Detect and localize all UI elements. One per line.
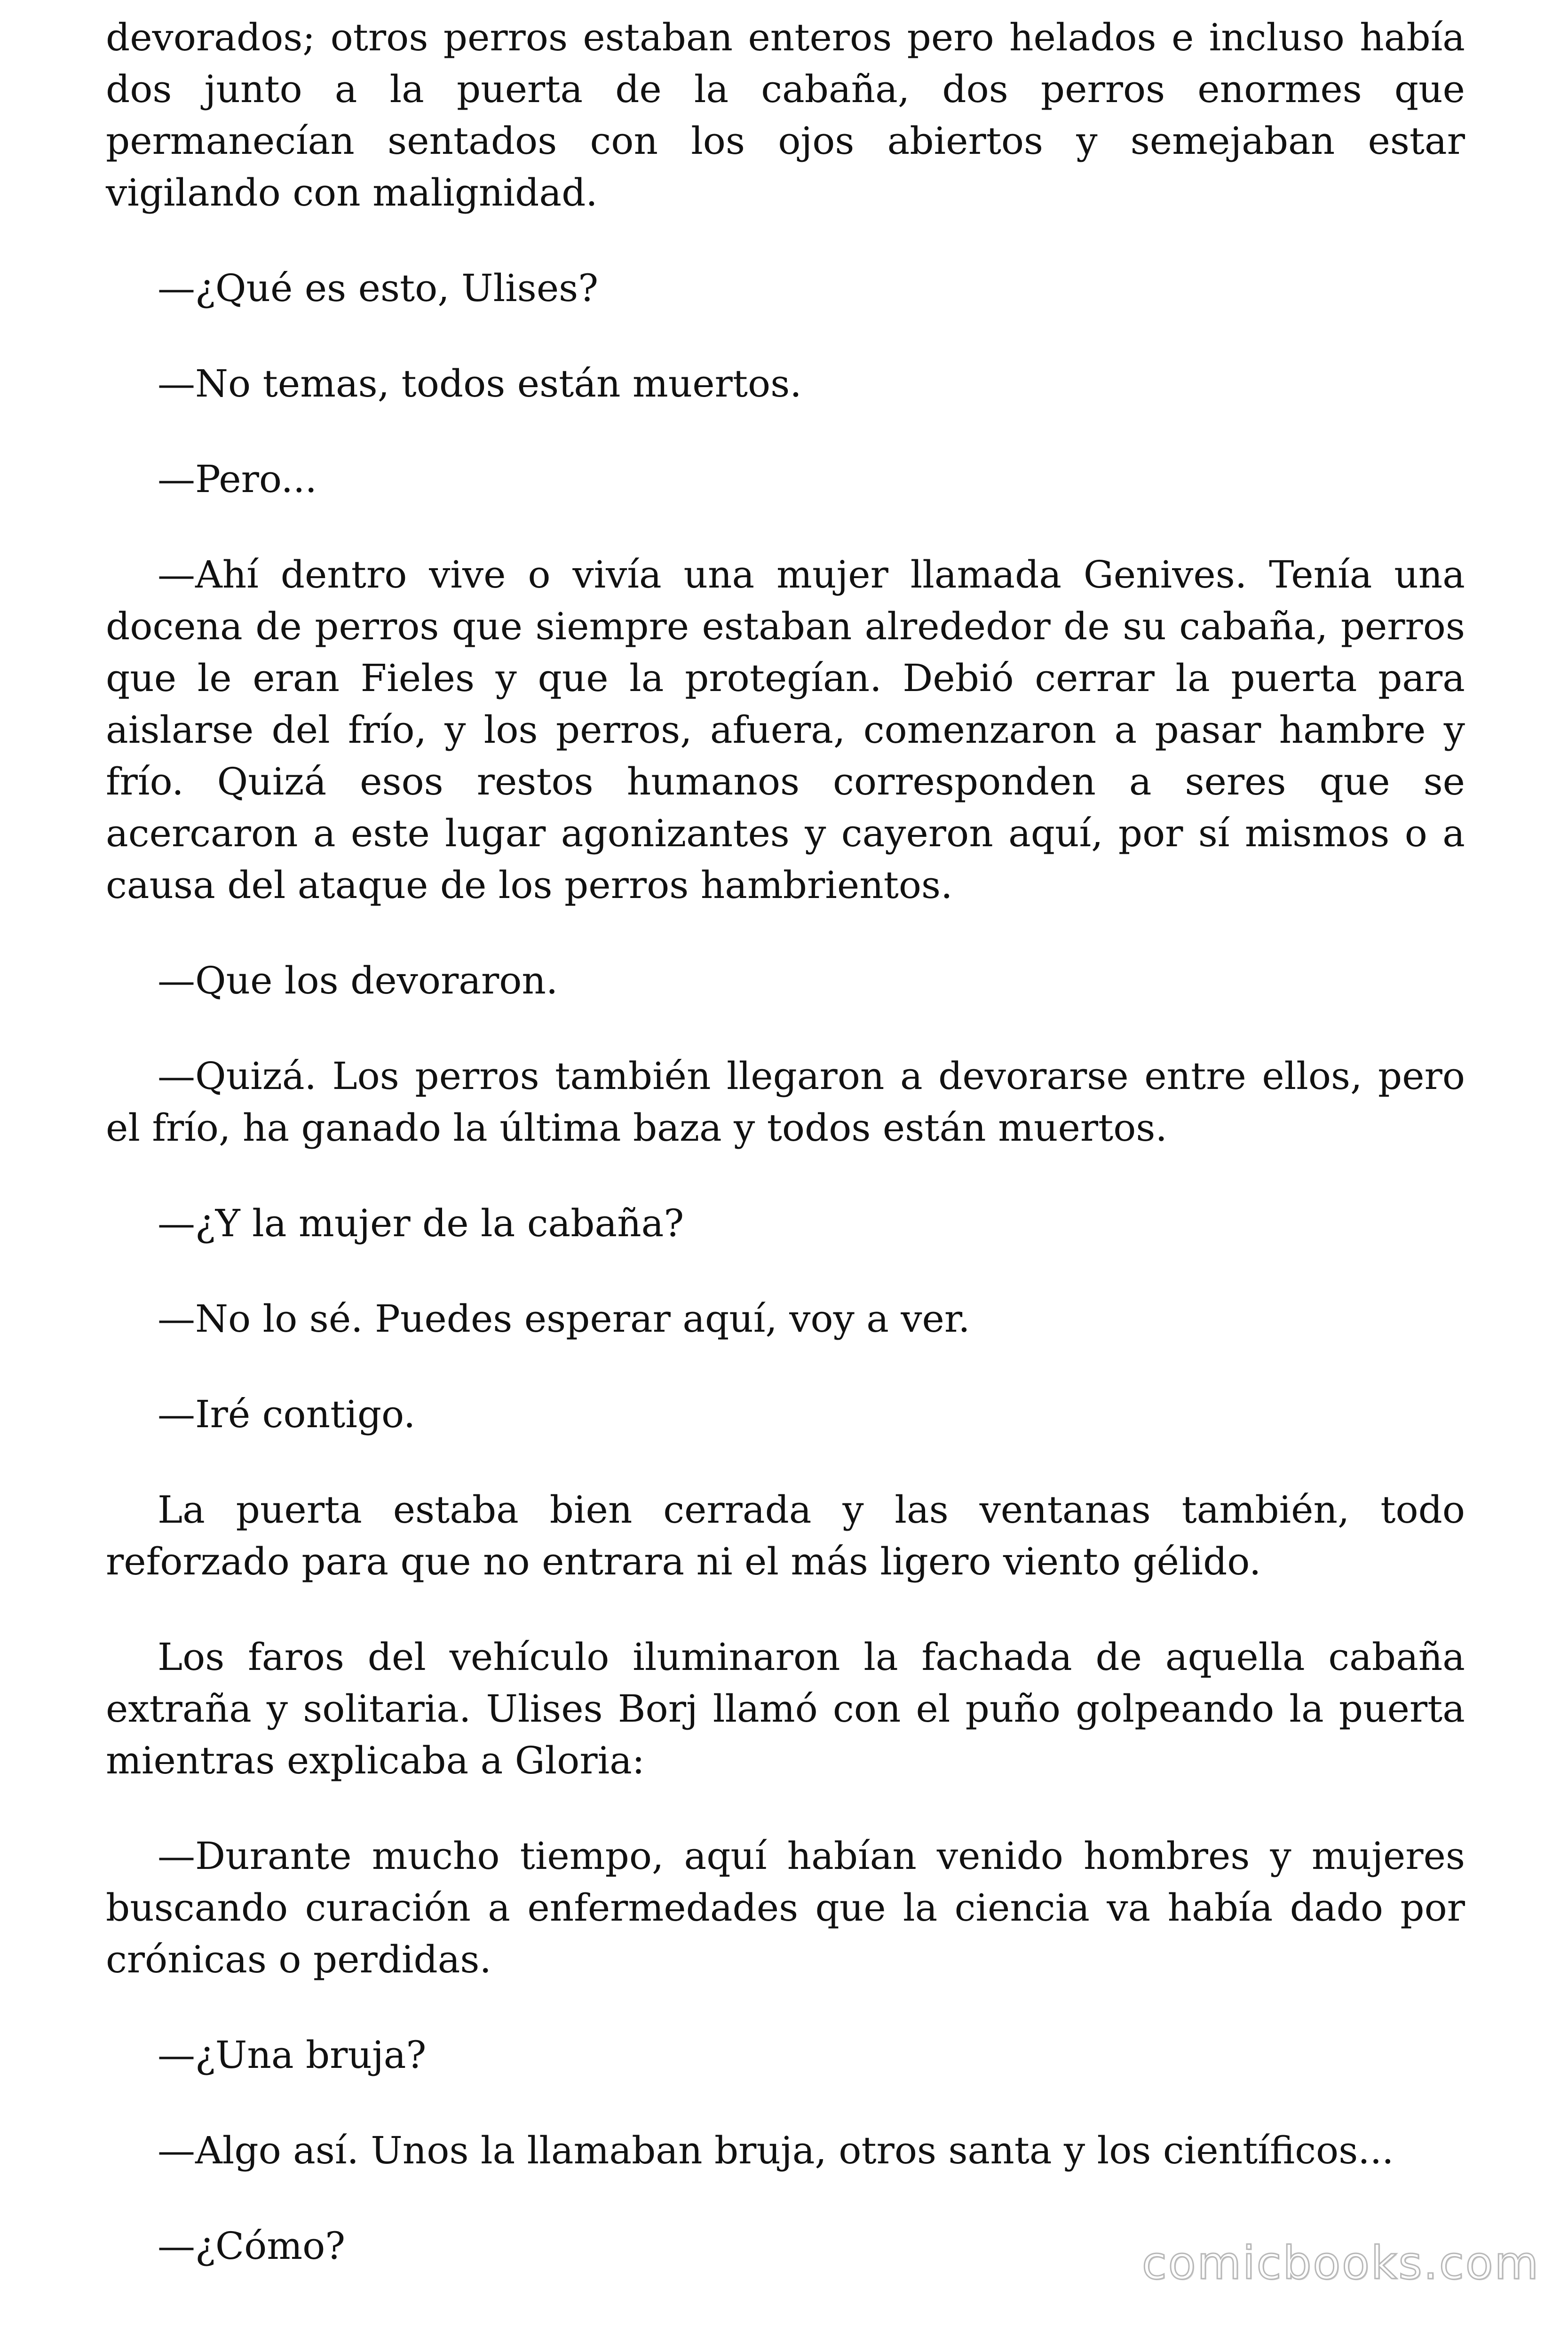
paragraph-15: —Algo así. Unos la llamaban bruja, otros santa y los científicos... xyxy=(158,2129,1394,2172)
paragraph-5: —Ahí dentro vive o vivía una mujer llamada Genives. Tenía una docena de perros que siempre estaban alrededor de su cabaña, perros que le eran Fieles y que la protegían. Debió cerrar la puerta para aislarse del frío, y los perros, afuera, comenzaron a pasar hambre y frío. Quizá esos restos humanos corresponden a seres que se acercaron a este lugar agonizantes y cayeron aquí, por sí mismos o a causa del ataque de los perros hambrientos. xyxy=(106,553,1465,907)
paragraph-2: —¿Qué es esto, Ulises? xyxy=(158,266,599,310)
paragraph-6: —Que los devoraron. xyxy=(158,959,558,1002)
paragraph-4: —Pero... xyxy=(158,457,317,501)
paragraph-11: La puerta estaba bien cerrada y las ventanas también, todo reforzado para que no entrara ni el más ligero viento gélido. xyxy=(106,1488,1465,1583)
paragraph-13: —Durante mucho tiempo, aquí habían venido hombres y mujeres buscando curación a enfermedades que la ciencia va había dado por crónicas o perdidas. xyxy=(106,1834,1465,1981)
paragraph-1: devorados; otros perros estaban enteros pero helados e incluso había dos junto a la puerta de la cabaña, dos perros enormes que permanecían sentados con los ojos abiertos y semejaban estar vigilando con malignidad. xyxy=(106,16,1465,215)
site-watermark: comicbooks.com xyxy=(1141,2237,1540,2289)
page-text-body xyxy=(106,12,1465,2316)
paragraph-8: —¿Y la mujer de la cabaña? xyxy=(158,1201,684,1245)
paragraph-16: —¿Cómo? xyxy=(158,2224,346,2268)
paragraph-14: —¿Una bruja? xyxy=(158,2033,427,2077)
paragraph-10: —Iré contigo. xyxy=(158,1392,416,1436)
paragraph-9: —No lo sé. Puedes esperar aquí, voy a ver. xyxy=(158,1297,970,1341)
paragraph-12: Los faros del vehículo iluminaron la fachada de aquella cabaña extraña y solitaria. Ulises Borj llamó con el puño golpeando la puerta mientras explicaba a Gloria: xyxy=(106,1635,1465,1782)
paragraph-7: —Quizá. Los perros también llegaron a devorarse entre ellos, pero el frío, ha ganado la última baza y todos están muertos. xyxy=(106,1054,1465,1150)
paragraph-3: —No temas, todos están muertos. xyxy=(158,362,802,405)
